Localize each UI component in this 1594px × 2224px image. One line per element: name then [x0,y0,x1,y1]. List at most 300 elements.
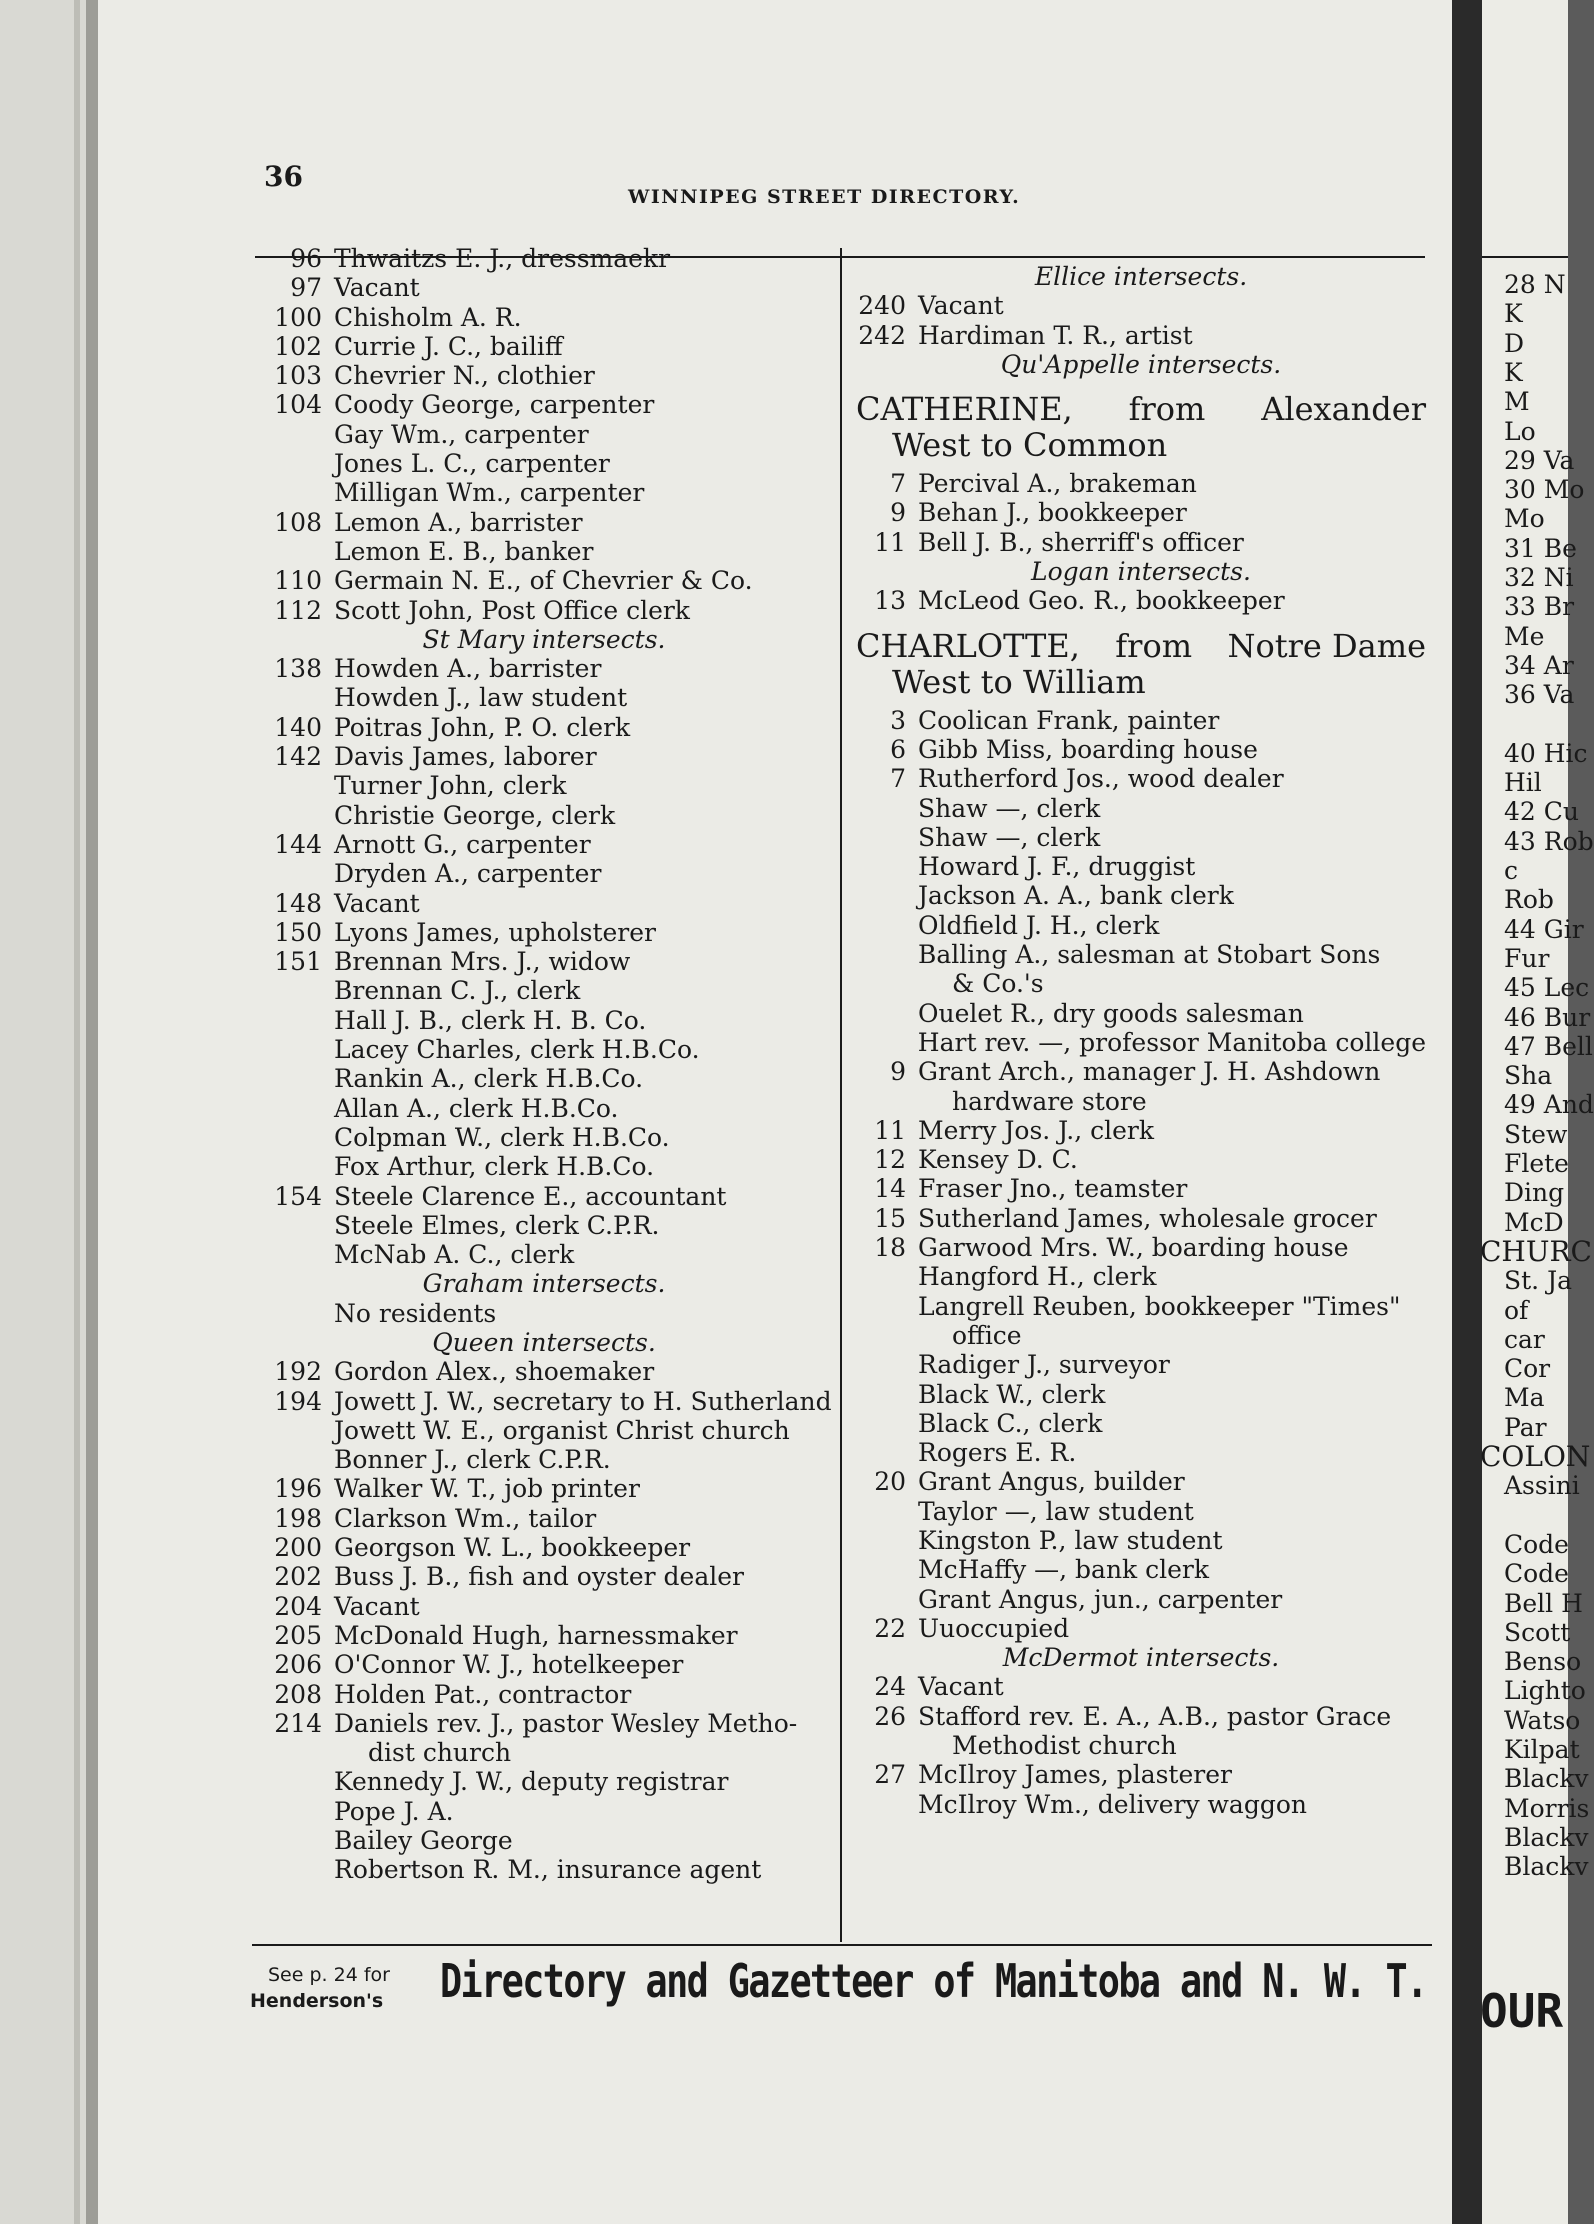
resident-entry: Black W., clerk [918,1379,1106,1409]
house-number: 7 [890,469,906,499]
directory-entry [254,654,834,683]
right-page-fragment: Code [1504,1529,1569,1559]
right-page-fragment: 49 And [1504,1090,1594,1120]
directory-entry [254,1416,834,1445]
resident-entry: Balling A., salesman at Stobart Sons [918,940,1381,970]
cross-street-label [856,350,1426,379]
house-number: 142 [274,742,322,772]
directory-entry [254,1504,834,1533]
right-page-fragment: D [1504,328,1525,358]
right-page-fragment: M [1504,387,1530,417]
house-number: 100 [274,302,322,332]
right-page-fragment: St. Ja [1504,1266,1572,1296]
resident-entry: Coolican Frank, painter [918,705,1220,735]
directory-entry [254,1797,834,1826]
house-number: 15 [874,1203,906,1233]
street-name: CATHERINE, [856,390,1073,429]
resident-entry: Turner John, clerk [334,771,567,801]
directory-entry [856,911,1426,940]
binding-edge [74,0,80,2224]
directory-entry [856,969,1426,998]
resident-entry: No residents [334,1298,497,1328]
right-page-fragment: Lo [1504,416,1536,446]
directory-entry [856,764,1426,793]
column-divider [840,248,842,1942]
right-page-fragment: COLON [1480,1440,1591,1473]
house-number: 144 [274,829,322,859]
house-number: 154 [274,1181,322,1211]
directory-entry [254,771,834,800]
directory-entry [254,332,834,361]
resident-entry: Milligan Wm., carpenter [334,478,645,508]
resident-entry: Hart rev. —, professor Manitoba college [917,1027,1426,1057]
resident-entry: Behan J., bookkeeper [918,498,1187,528]
cross-street-label [856,1643,1426,1672]
resident-entry: Brennan Mrs. J., widow [334,947,631,977]
resident-entry: Shaw —, clerk [918,793,1101,823]
directory-entry [856,1731,1426,1760]
resident-entry: Walker W. T., job printer [334,1474,640,1504]
page-fold-shadow [1452,0,1482,2224]
cross-street-label [856,557,1426,586]
right-page-fragment: Kilpat [1504,1735,1580,1764]
right-page-fragment: 32 Ni [1504,563,1574,592]
directory-entry [254,537,834,566]
resident-entry: McIlroy Wm., delivery waggon [918,1789,1307,1819]
resident-entry: Georgson W. L., bookkeeper [334,1533,691,1563]
resident-entry: Hall J. B., clerk H. B. Co. [334,1005,647,1035]
street-range: West to Common [892,426,1168,465]
resident-entry: Clarkson Wm., tailor [334,1503,597,1533]
resident-entry: Vacant [334,888,420,918]
right-footer-word: OUR [1480,1984,1564,2038]
right-page-fragment: 29 Va [1504,445,1575,475]
house-number: 138 [274,654,322,684]
resident-entry: Dryden A., carpenter [334,859,602,889]
resident-entry: Jowett J. W., secretary to H. Sutherland [334,1386,832,1416]
footer-small-text [250,1962,390,2014]
directory-entry [254,1006,834,1035]
house-number: 97 [290,273,322,303]
resident-entry: Coody George, carpenter [334,390,655,420]
cross-street-text: McDermot intersects. [1002,1643,1280,1673]
house-number: 9 [890,498,906,528]
resident-entry: Lyons James, upholsterer [334,917,656,947]
directory-entry [254,1240,834,1269]
resident-entry: Lemon E. B., banker [334,536,594,566]
resident-entry: Christie George, clerk [334,800,616,830]
street-from: from [1128,390,1206,429]
right-page-fragment: Fur [1504,943,1550,973]
resident-entry: Thwaitzs E. J., dressmaekr [334,244,671,273]
right-page-fragment: 47 Bell [1504,1031,1593,1061]
resident-entry: Chevrier N., clothier [334,361,595,391]
directory-entry [254,303,834,332]
house-number: 20 [874,1467,906,1497]
resident-entry: Kingston P., law student [918,1525,1223,1555]
cross-street-text: Ellice intersects. [1034,262,1248,291]
directory-entry [856,1409,1426,1438]
directory-entry [856,1292,1426,1321]
resident-entry: Scott John, Post Office clerk [334,595,690,625]
directory-entry [856,1790,1426,1819]
house-number: 96 [290,244,322,273]
resident-entry: Shaw —, clerk [918,822,1101,852]
house-number: 9 [890,1057,906,1087]
running-head: WINNIPEG STREET DIRECTORY. [628,186,1021,208]
directory-entry [856,852,1426,881]
footer-title: Directory and Gazetteer of Manitoba and N. W. T. [440,1954,1427,2008]
directory-entry [254,1035,834,1064]
directory-entry [856,1585,1426,1614]
directory-entry [254,1709,834,1738]
directory-entry [254,390,834,419]
resident-entry: Bailey George [334,1826,513,1856]
resident-entry: Jowett W. E., organist Christ church [334,1415,790,1445]
directory-entry [856,1057,1426,1086]
house-number: 3 [890,705,906,735]
directory-entry [254,1123,834,1152]
resident-entry: Vacant [334,1591,420,1621]
resident-entry: Rutherford Jos., wood dealer [918,764,1284,794]
resident-entry: Uuoccupied [918,1613,1070,1643]
resident-entry: Methodist church [952,1731,1177,1761]
house-number: 26 [874,1701,906,1731]
resident-entry: McIlroy James, plasterer [918,1760,1232,1790]
right-page-fragment: Cor [1504,1354,1551,1384]
directory-entry [856,794,1426,823]
cross-street-label [856,262,1426,291]
cross-street-label [254,1269,834,1298]
right-page-fragment: 44 Gir [1504,914,1584,944]
resident-entry: Rankin A., clerk H.B.Co. [334,1064,644,1094]
directory-entry [856,706,1426,735]
directory-entry [856,586,1426,615]
house-number: 198 [274,1503,322,1533]
directory-entry [856,498,1426,527]
directory-entry [254,801,834,830]
resident-entry: Merry Jos. J., clerk [918,1115,1154,1145]
house-number: 214 [274,1708,322,1738]
house-number: 242 [858,320,906,350]
resident-entry: Poitras John, P. O. clerk [334,712,631,742]
directory-entry [856,1526,1426,1555]
cross-street-text: Logan intersects. [1031,557,1251,587]
directory-entry [856,1555,1426,1584]
right-page-fragment: Blackv [1504,1852,1589,1882]
resident-entry: Holden Pat., contractor [334,1679,632,1709]
house-number: 202 [274,1562,322,1592]
resident-entry: Grant Angus, builder [918,1467,1185,1497]
street-name: CHARLOTTE, [856,626,1080,665]
house-number: 14 [874,1174,906,1204]
right-page-fragment: Watso [1504,1705,1581,1735]
right-page-fragment: 42 Cu [1504,797,1579,827]
resident-entry: Gibb Miss, boarding house [918,734,1258,764]
directory-entry [254,1211,834,1240]
right-page-fragment: Benso [1504,1647,1582,1677]
resident-entry: Gordon Alex., shoemaker [334,1357,655,1387]
directory-entry [856,1672,1426,1701]
house-number: 112 [274,595,322,625]
directory-entry [254,976,834,1005]
house-number: 110 [274,566,322,596]
directory-entry [254,1680,834,1709]
resident-entry: Grant Arch., manager J. H. Ashdown [918,1057,1381,1087]
right-page-fragment: McD [1504,1207,1564,1237]
footer-see-page: See p. 24 for [268,1964,390,1986]
directory-entry [254,1650,834,1679]
street-range: West to William [892,662,1146,701]
directory-entry [254,244,834,273]
page-number: 36 [264,160,303,193]
house-number: 194 [274,1386,322,1416]
directory-entry [254,1738,834,1767]
house-number: 196 [274,1474,322,1504]
resident-entry: Vacant [334,273,420,303]
resident-entry: Kensey D. C. [918,1145,1078,1175]
street-heading-catherine [856,391,1426,463]
resident-entry: Vacant [918,291,1004,321]
right-page-fragment: Code [1504,1559,1569,1589]
resident-entry: Arnott G., carpenter [334,829,591,859]
resident-entry: Taylor —, law student [918,1496,1194,1526]
house-number: 206 [274,1650,322,1680]
resident-entry: Garwood Mrs. W., boarding house [918,1233,1349,1263]
directory-entry [856,1702,1426,1731]
directory-entry [856,1438,1426,1467]
resident-entry: Chisholm A. R. [334,302,522,332]
resident-entry: office [952,1320,1022,1350]
right-page-fragment: 46 Bur [1504,1002,1591,1032]
resident-entry: Lemon A., barrister [334,507,583,537]
directory-entry [254,859,834,888]
right-page-fragment: Lighto [1504,1676,1586,1706]
house-number: 103 [274,361,322,391]
directory-entry [254,273,834,302]
resident-entry: Davis James, laborer [334,742,597,772]
cross-street-label [254,625,834,654]
house-number: 108 [274,507,322,537]
resident-entry: Robertson R. M., insurance agent [334,1855,762,1885]
resident-entry: Steele Elmes, clerk C.P.R. [334,1210,660,1240]
resident-entry: Radiger J., surveyor [918,1350,1170,1380]
resident-entry: Howard J. F., druggist [918,852,1196,882]
directory-entry [254,1621,834,1650]
directory-entry [856,1087,1426,1116]
resident-entry: dist church [368,1738,512,1768]
resident-entry: McLeod Geo. R., bookkeeper [918,586,1285,616]
right-page-fragment: Blackv [1504,1822,1589,1852]
house-number: 204 [274,1591,322,1621]
street-heading-charlotte [856,628,1426,700]
right-page-fragment: Mo [1504,504,1545,534]
directory-entry [856,1497,1426,1526]
right-page-fragment: Me [1504,621,1545,651]
cross-street-text: St Mary intersects. [422,624,666,654]
directory-entry [254,420,834,449]
house-number: 200 [274,1533,322,1563]
right-page-fragment: 34 Ar [1504,650,1574,680]
house-number: 22 [874,1613,906,1643]
resident-entry: Bonner J., clerk C.P.R. [334,1445,611,1475]
house-number: 6 [890,734,906,764]
house-number: 104 [274,390,322,420]
directory-entry [254,947,834,976]
house-number: 150 [274,917,322,947]
directory-entry [856,1116,1426,1145]
directory-entry [254,1533,834,1562]
right-page-fragment: 45 Lec [1504,973,1590,1003]
right-page-rule [1482,256,1568,258]
right-page-fragment: of [1504,1295,1529,1325]
directory-entry [254,566,834,595]
house-number: 24 [874,1672,906,1702]
directory-entry [856,1760,1426,1789]
house-number: 148 [274,888,322,918]
resident-entry: Sutherland James, wholesale grocer [918,1203,1377,1233]
right-page-fragment: Blackv [1504,1764,1589,1794]
resident-entry: Grant Angus, jun., carpenter [918,1584,1283,1614]
column-left [254,244,834,1885]
resident-entry: Percival A., brakeman [918,469,1197,499]
right-page-fragment: Flete [1504,1149,1569,1178]
right-page-fragment: K [1504,357,1523,387]
house-number: 151 [274,947,322,977]
directory-entry [856,291,1426,320]
resident-entry: Pope J. A. [334,1796,454,1826]
directory-entry [254,713,834,742]
resident-entry: Langrell Reuben, bookkeeper "Times" [918,1291,1401,1321]
right-page-fragment: Bell H [1504,1588,1583,1618]
footer-rule [252,1944,1432,1946]
resident-entry: Hardiman T. R., artist [918,320,1193,350]
right-page-fragment: 43 Rob [1504,826,1594,856]
right-page-fragment: car [1504,1324,1545,1354]
right-page-fragment: 33 Br [1504,592,1575,622]
house-number: 11 [874,527,906,557]
resident-entry: hardware store [952,1086,1147,1116]
resident-entry: O'Connor W. J., hotelkeeper [334,1650,684,1680]
house-number: 240 [858,291,906,321]
directory-entry [254,1562,834,1591]
resident-entry: Colpman W., clerk H.B.Co. [334,1122,670,1152]
house-number: 7 [890,764,906,794]
resident-entry: Fox Arthur, clerk H.B.Co. [334,1152,655,1182]
right-page-fragment: 31 Be [1504,533,1577,563]
resident-entry: Lacey Charles, clerk H.B.Co. [334,1035,700,1065]
directory-entry [254,449,834,478]
directory-entry [254,1094,834,1123]
directory-entry [856,881,1426,910]
resident-entry: Hangford H., clerk [918,1262,1157,1292]
footer-advert [250,1954,1450,2052]
directory-entry [254,1064,834,1093]
resident-entry: McDonald Hugh, harnessmaker [334,1620,738,1650]
cross-street-text: Queen intersects. [432,1327,656,1357]
house-number: 27 [874,1760,906,1790]
resident-entry: Rogers E. R. [918,1438,1077,1468]
right-page-fragment: Hil [1504,768,1542,798]
resident-entry: Bell J. B., sherriff's officer [918,527,1244,557]
directory-entry [254,1592,834,1621]
directory-entry [254,1767,834,1796]
right-page-fragment: Assini [1504,1471,1580,1501]
house-number: 192 [274,1357,322,1387]
directory-entry [254,1182,834,1211]
directory-entry [856,1380,1426,1409]
right-page-fragment: 30 Mo [1504,475,1585,505]
resident-entry: Jackson A. A., bank clerk [918,881,1234,911]
directory-entry [254,596,834,625]
directory-entry [856,1321,1426,1350]
right-page-fragment: Morris [1504,1793,1590,1823]
right-page-fragment: K [1504,299,1523,329]
directory-entry [254,830,834,859]
resident-entry: Buss J. B., fish and oyster dealer [334,1562,744,1592]
directory-entry [856,469,1426,498]
directory-entry [856,1028,1426,1057]
right-page-fragment: Ding [1504,1178,1565,1208]
house-number: 18 [874,1233,906,1263]
footer-publisher: Henderson's [250,1990,384,2012]
directory-entry [254,1357,834,1386]
street-from: from [1115,626,1193,665]
resident-entry: Howden J., law student [334,683,628,713]
right-page-fragment: Rob [1504,885,1554,915]
directory-entry [254,1855,834,1884]
house-number: 13 [874,586,906,616]
house-number: 12 [874,1145,906,1175]
right-page-fragment: 28 N [1504,270,1566,299]
directory-entry [856,1262,1426,1291]
directory-entry [254,478,834,507]
right-page-fragment: CHURC [1480,1234,1592,1268]
directory-entry [254,683,834,712]
directory-entry [856,1233,1426,1262]
directory-entry [254,742,834,771]
directory-entry [856,1467,1426,1496]
house-number: 11 [874,1115,906,1145]
resident-entry: Vacant [918,1672,1004,1702]
resident-entry: Allan A., clerk H.B.Co. [334,1093,619,1123]
directory-entry [856,1614,1426,1643]
resident-entry: Stafford rev. E. A., A.B., pastor Grace [918,1701,1392,1731]
resident-entry: Fraser Jno., teamster [918,1174,1188,1204]
directory-entry [856,940,1426,969]
resident-entry: Germain N. E., of Chevrier & Co. [334,566,753,596]
directory-entry [254,361,834,390]
right-page-fragment: Stew [1504,1119,1568,1149]
house-number: 208 [274,1679,322,1709]
directory-entry [856,735,1426,764]
right-page-fragment: 36 Va [1504,680,1575,710]
resident-entry: Daniels rev. J., pastor Wesley Metho- [334,1708,798,1738]
resident-entry: Kennedy J. W., deputy registrar [334,1767,729,1797]
directory-entry [254,1445,834,1474]
directory-entry [856,1174,1426,1203]
directory-entry [856,823,1426,852]
directory-entry [856,1350,1426,1379]
right-page-fragment: c [1504,856,1519,885]
house-number: 102 [274,331,322,361]
resident-entry: Oldfield J. H., clerk [918,910,1160,940]
cross-street-text: Qu'Appelle intersects. [1000,349,1282,379]
street-start: Alexander [1261,390,1426,429]
resident-entry: Howden A., barrister [334,654,602,684]
resident-entry: McNab A. C., clerk [334,1240,575,1270]
column-right [856,262,1426,1819]
